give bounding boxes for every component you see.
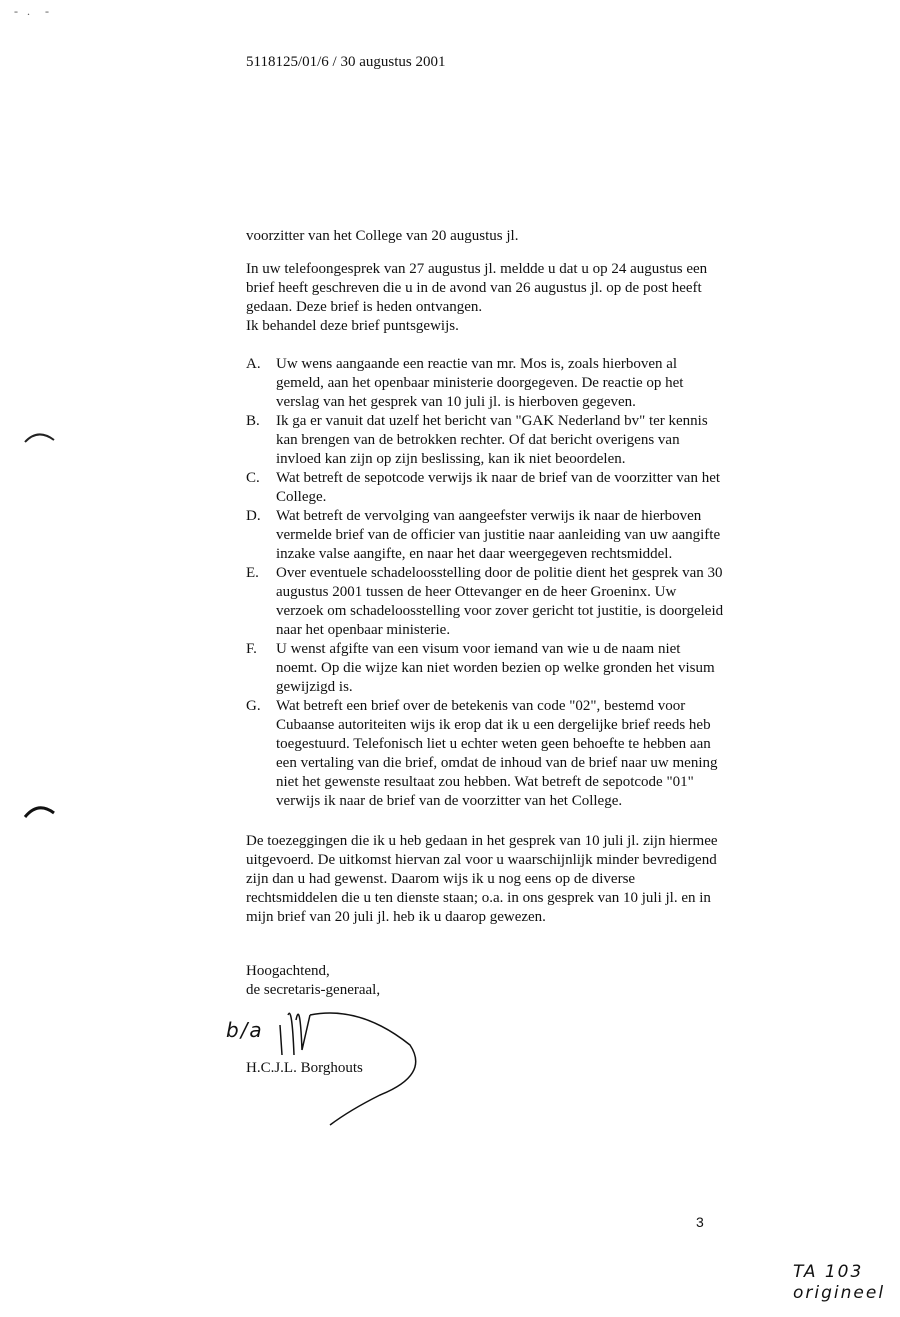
list-item-letter: E. — [246, 565, 259, 581]
scan-mark — [20, 420, 60, 450]
handwritten-note-line2: origineel — [793, 1283, 886, 1303]
scan-artifact: - . - — [14, 4, 49, 18]
list-item-letter: C. — [246, 470, 260, 486]
list-item-line: Uw wens aangaande een reactie van mr. Mos is, zoals hierboven al — [276, 356, 678, 372]
paragraph-intro — [246, 260, 707, 336]
page-number: 3 — [696, 1214, 704, 1230]
list-item-text — [276, 640, 715, 697]
list-item-line: Over eventuele schadeloosstelling door de politie dient het gesprek van 30 — [276, 565, 723, 581]
list-item-line: een vertaling van die brief, omdat de inhoud van de brief naar uw mening — [276, 755, 718, 771]
list-item-line: naar het openbaar ministerie. — [276, 622, 451, 638]
list-item-line: U wenst afgifte van een visum voor iemand van wie u de naam niet — [276, 641, 681, 657]
list-item-line: invloed kan zijn op zijn beslissing, kan ik niet beoordelen. — [276, 451, 626, 467]
list-item-line: Wat betreft de sepotcode verwijs ik naar de brief van de voorzitter van het — [276, 470, 721, 486]
list-item-line: vermelde brief van de officier van justitie naar aanleiding van uw aangifte — [276, 527, 721, 543]
intro-line: voorzitter van het College van 20 augustus jl. — [246, 228, 519, 244]
list-item-line: toegestuurd. Telefonisch liet u echter weten geen behoefte te hebben aan — [276, 736, 711, 752]
list-item-line: niet het gewenste resultaat zou hebben. Wat betreft de sepotcode "01" — [276, 774, 694, 790]
signatory-name: H.C.J.L. Borghouts — [246, 1060, 363, 1076]
list-item-text — [276, 564, 723, 640]
paragraph-line: rechtsmiddelen die u ten dienste staan; o.a. in ons gesprek van 10 juli jl. en in — [246, 890, 711, 906]
list-item-letter: F. — [246, 641, 257, 657]
list-item-line: Wat betreft de vervolging van aangeefster verwijs ik naar de hierboven — [276, 508, 702, 524]
list-item-line: College. — [276, 489, 327, 505]
signatory-title: de secretaris-generaal, — [246, 982, 381, 998]
list-item-line: augustus 2001 tussen de heer Ottevanger en de heer Groeninx. Uw — [276, 584, 677, 600]
list-item-text — [276, 507, 720, 564]
list-item-text — [276, 697, 718, 811]
paragraph-line: mijn brief van 20 juli jl. heb ik u daarop gewezen. — [246, 909, 546, 925]
list-item-text — [276, 412, 708, 469]
list-item-letter: G. — [246, 698, 261, 714]
scan-mark — [20, 795, 60, 825]
salutation: Hoogachtend, — [246, 963, 330, 979]
list-item-line: Cubaanse autoriteiten wijs ik erop dat ik u een dergelijke brief reeds heb — [276, 717, 711, 733]
list-item-line: Ik ga er vanuit dat uzelf het bericht van "GAK Nederland bv" ter kennis — [276, 413, 708, 429]
paragraph-line: gedaan. Deze brief is heden ontvangen. — [246, 299, 483, 315]
paragraph-line: De toezeggingen die ik u heb gedaan in het gesprek van 10 juli jl. zijn hiermee — [246, 833, 718, 849]
handwritten-note-line1: TA 103 — [793, 1262, 864, 1282]
list-item-line: noemt. Op die wijze kan niet worden bezien op welke gronden het visum — [276, 660, 715, 676]
list-item-line: verzoek om schadeloosstelling voor zover gericht tot justitie, is doorgeleid — [276, 603, 724, 619]
signature-prefix: b/a — [226, 1018, 264, 1042]
list-item-letter: B. — [246, 413, 260, 429]
list-item-letter: D. — [246, 508, 261, 524]
list-item-line: verwijs ik naar de brief van de voorzitter van het College. — [276, 793, 623, 809]
list-item-text — [276, 469, 720, 507]
list-item-letter: A. — [246, 356, 261, 372]
paragraph-line: In uw telefoongesprek van 27 augustus jl. meldde u dat u op 24 augustus een — [246, 261, 708, 277]
paragraph-line: uitgevoerd. De uitkomst hiervan zal voor u waarschijnlijk minder bevredigend — [246, 852, 717, 868]
paragraph-line: brief heeft geschreven die u in de avond van 26 augustus jl. op de post heeft — [246, 280, 702, 296]
paragraph-line: Ik behandel deze brief puntsgewijs. — [246, 318, 459, 334]
list-item-line: inzake valse aangifte, en naar het daar weergegeven rechtsmiddel. — [276, 546, 673, 562]
list-item-line: gemeld, aan het openbaar ministerie doorgegeven. De reactie op het — [276, 375, 684, 391]
document-reference: 5118125/01/6 / 30 augustus 2001 — [246, 54, 446, 70]
list-item-line: verslag van het gesprek van 10 juli jl. is hierboven gegeven. — [276, 394, 636, 410]
list-item-line: Wat betreft een brief over de betekenis van code "02", bestemd voor — [276, 698, 686, 714]
paragraph-line: zijn dan u had gewenst. Daarom wijs ik u nog eens op de diverse — [246, 871, 636, 887]
list-item-text — [276, 355, 683, 412]
list-item-line: gewijzigd is. — [276, 679, 353, 695]
paragraph-conclusion — [246, 832, 718, 927]
list-item-line: kan brengen van de betrokken rechter. Of dat bericht overigens van — [276, 432, 680, 448]
